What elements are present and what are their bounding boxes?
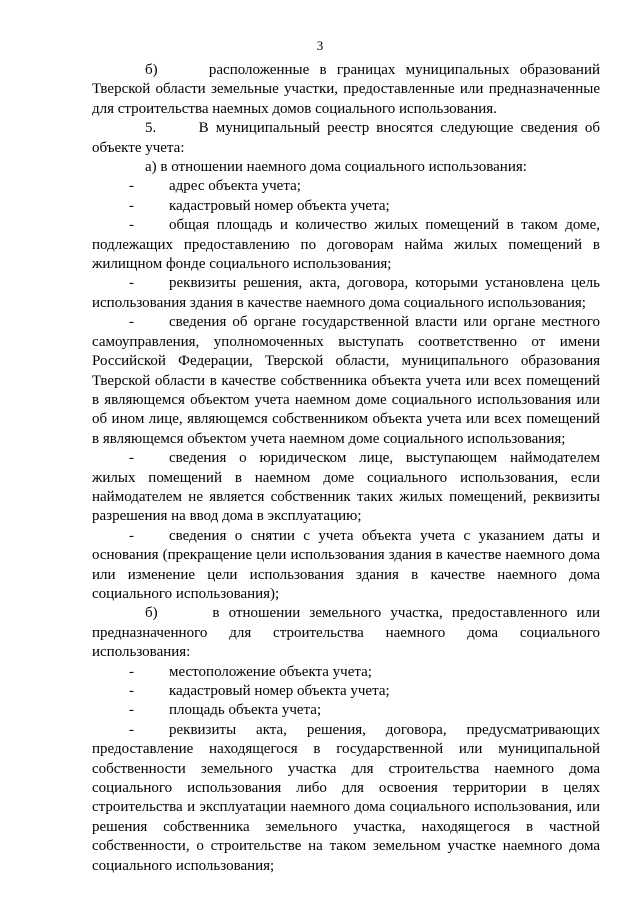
paragraph-a-house: а) в отношении наемного дома социального использования: <box>145 159 527 176</box>
list-item: - сведения о снятии с учета объекта учета с указанием даты и основания (прекращение цели использования здания в качестве наемного дома или изменение цели использования здания в качестве наемного дома социального использования); <box>92 527 600 602</box>
list-item: - кадастровый номер объекта учета; <box>129 197 390 214</box>
list-item: - местоположение объекта учета; <box>129 663 372 680</box>
paragraph-b-plot: б) в отношении земельного участка, предоставленного или предназначенного для строительства наемного дома социального использования: <box>92 605 600 661</box>
document-body <box>92 61 600 876</box>
page-number: 3 <box>316 38 324 53</box>
list-item: - реквизиты акта, решения, договора, предусматривающих предоставление находящегося в государственной или муниципальной собственности земельного участка для строительства наемного дома социального использования либо для освоения территории в целях строительства и эксплуатации наемного дома социального использования, или решения собственника земельного участка, находящегося в частной собственности, о строительстве на таком земельном участке наемного дома социального использования; <box>92 721 600 874</box>
list-item: - площадь объекта учета; <box>129 702 322 719</box>
list-item: - кадастровый номер объекта учета; <box>129 683 390 699</box>
list-item: - сведения об органе государственной власти или органе местного самоуправления, уполномоченных выступать соответственно от имени Российской Федерации, Тверской области, муниципального образования Тверской области в качестве собственника объекта учета или всех помещений в являющемся объектом учета наемном доме социального использования или об ином лице, являющемся собственником объекта учета или всех помещений в являющемся объектом учета наемном доме социального использования; <box>92 314 600 447</box>
list-item: - общая площадь и количество жилых помещений в таком доме, подлежащих предоставлению по договорам найма жилых помещений в жилищном фонде социального использования; <box>92 217 600 273</box>
paragraph-5: 5. В муниципальный реестр вносятся следующие сведения об объекте учета: <box>92 120 600 156</box>
list-item: - адрес объекта учета; <box>129 178 301 195</box>
paragraph-b-land: б) расположенные в границах муниципальных образований Тверской области земельные участки, предоставленные или предназначенные для строительства наемных домов социального использования. <box>92 62 600 117</box>
list-item: - реквизиты решения, акта, договора, которыми установлена цель использования здания в качестве наемного дома социального использования; <box>92 275 600 311</box>
list-item: - сведения о юридическом лице, выступающем наймодателем жилых помещений в наемном доме социального использования, если наймодателем не является собственник таких жилых помещений, реквизиты разрешения на ввод дома в эксплуатацию; <box>92 450 600 525</box>
